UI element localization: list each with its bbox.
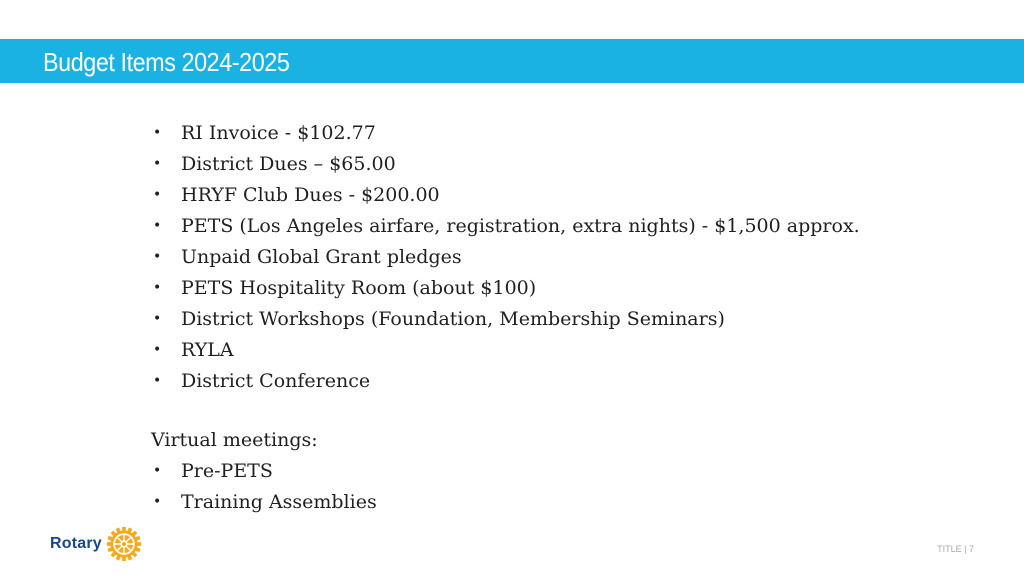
- list-item: [151, 273, 951, 304]
- bullet-icon: •: [153, 280, 162, 296]
- list-item: [151, 335, 951, 366]
- bullet-icon: •: [153, 463, 162, 479]
- list-item-text: RI Invoice - $102.77: [181, 122, 376, 144]
- list-item-text: HRYF Club Dues - $200.00: [181, 184, 440, 206]
- list-item-text: District Dues – $65.00: [181, 153, 396, 175]
- budget-items-list: [151, 118, 951, 397]
- title-bar: [0, 39, 1024, 83]
- list-item-text: District Workshops (Foundation, Membership Seminars): [181, 308, 725, 330]
- virtual-meetings-list: [151, 456, 951, 518]
- list-item: [151, 211, 951, 242]
- list-item: [151, 456, 951, 487]
- rotary-logo: [50, 528, 142, 560]
- bullet-icon: •: [153, 125, 162, 141]
- list-item-text: Training Assemblies: [181, 491, 377, 513]
- bullet-icon: •: [153, 156, 162, 172]
- bullet-icon: •: [153, 218, 162, 234]
- list-item: [151, 118, 951, 149]
- list-item-text: Pre-PETS: [181, 460, 273, 482]
- bullet-icon: •: [153, 494, 162, 510]
- list-item: [151, 366, 951, 397]
- list-item-text: District Conference: [181, 370, 371, 392]
- bullet-icon: •: [153, 249, 162, 265]
- bullet-icon: •: [153, 373, 162, 389]
- list-item-text: PETS Hospitality Room (about $100): [181, 277, 537, 299]
- slide-title: Budget Items 2024-2025: [43, 47, 290, 77]
- list-item-text: Unpaid Global Grant pledges: [181, 246, 462, 268]
- list-item-text: PETS (Los Angeles airfare, registration, extra nights) - $1,500 approx.: [181, 215, 860, 237]
- page-number: TITLE | 7: [937, 544, 974, 554]
- bullet-icon: •: [153, 187, 162, 203]
- list-item-text: RYLA: [181, 339, 234, 361]
- rotary-wheel-icon: [106, 526, 142, 562]
- bullet-icon: •: [153, 342, 162, 358]
- rotary-logo-text: Rotary: [50, 535, 102, 552]
- bullet-icon: •: [153, 311, 162, 327]
- list-item: [151, 180, 951, 211]
- list-item: [151, 304, 951, 335]
- virtual-meetings-heading: Virtual meetings:: [151, 429, 318, 451]
- list-item: [151, 242, 951, 273]
- list-item: [151, 149, 951, 180]
- list-item: [151, 487, 951, 518]
- slide-content: [151, 118, 951, 518]
